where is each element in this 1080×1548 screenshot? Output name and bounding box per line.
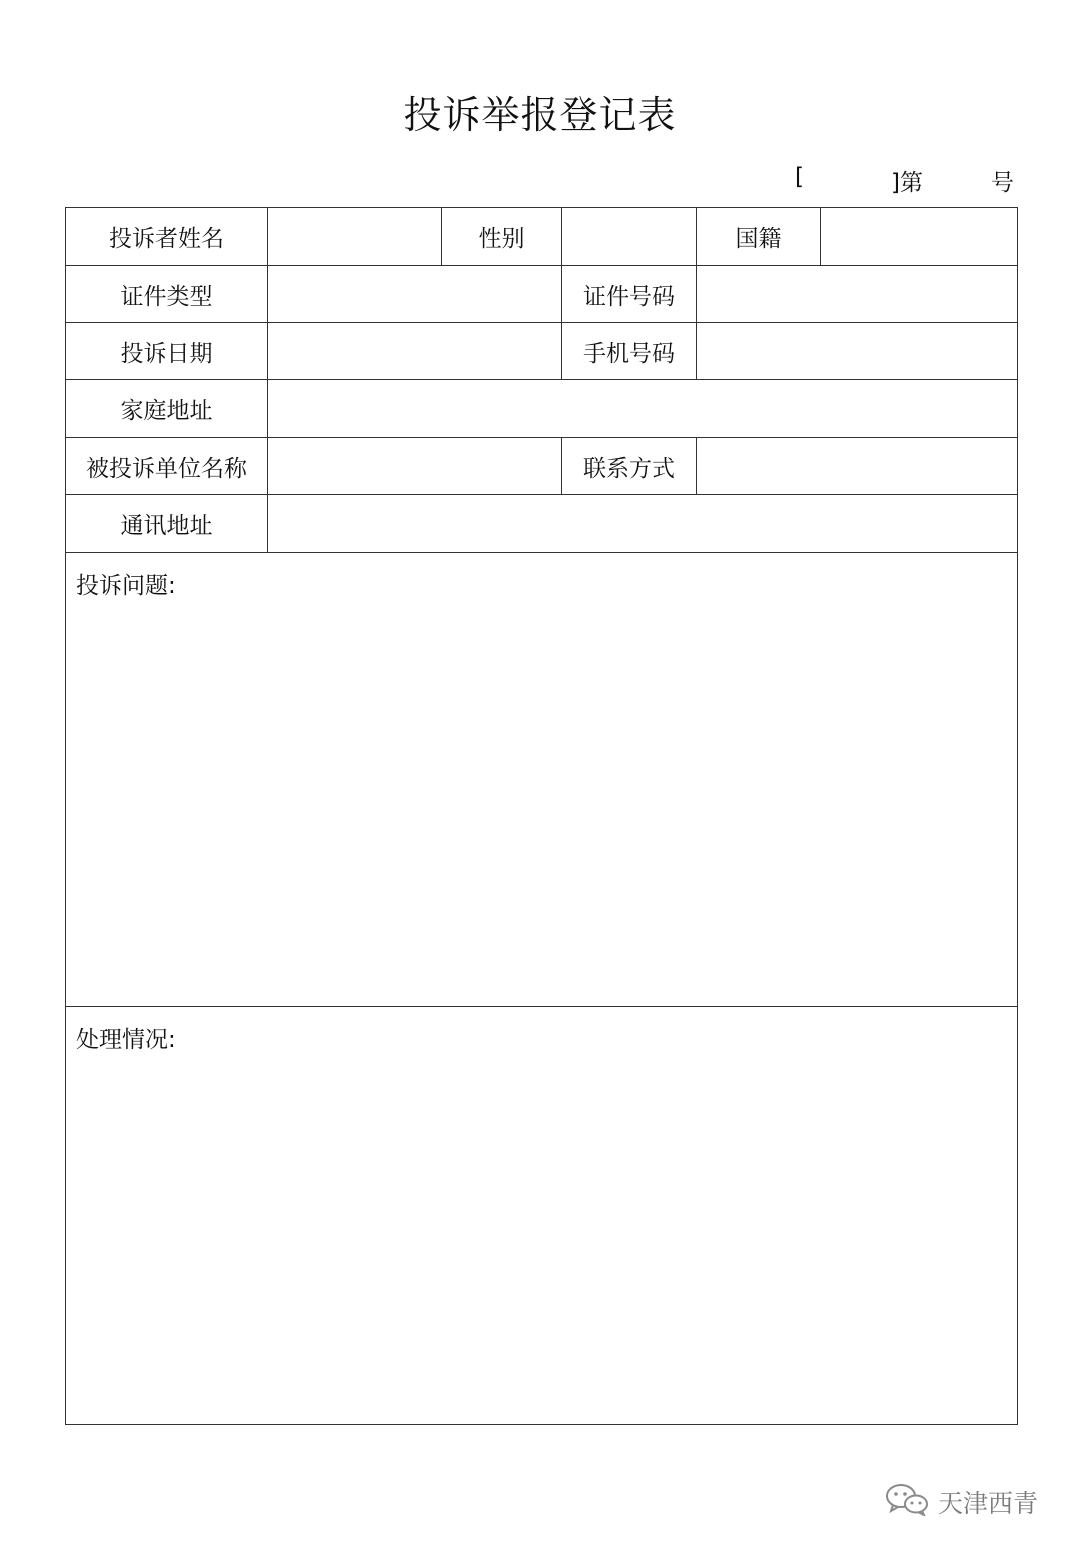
home-address-field[interactable] — [267, 379, 1018, 438]
handling-label: 处理情况: — [76, 1027, 176, 1053]
complaint-date-field[interactable] — [267, 322, 562, 380]
name-label: 投诉者姓名 — [65, 207, 268, 266]
id-number-label: 证件号码 — [561, 265, 697, 323]
complaint-issue-label: 投诉问题: — [76, 573, 176, 599]
complaint-date-label: 投诉日期 — [65, 322, 268, 380]
gender-label: 性别 — [441, 207, 562, 266]
id-type-field[interactable] — [267, 265, 562, 323]
phone-field[interactable] — [696, 322, 1018, 380]
phone-label: 手机号码 — [561, 322, 697, 380]
home-address-label: 家庭地址 — [65, 379, 268, 438]
serial-bracket-close: ]第 — [891, 170, 923, 196]
id-type-label: 证件类型 — [65, 265, 268, 323]
handling-section[interactable] — [65, 1006, 1018, 1425]
id-number-field[interactable] — [696, 265, 1018, 323]
complaint-issue-section[interactable] — [65, 552, 1018, 1007]
respondent-label: 被投诉单位名称 — [65, 437, 268, 495]
watermark — [884, 1484, 1038, 1520]
serial-suffix: 号 — [991, 170, 1014, 196]
mailing-address-field[interactable] — [267, 494, 1018, 553]
gender-field[interactable] — [561, 207, 697, 266]
page-title: 投诉举报登记表 — [403, 93, 677, 137]
nationality-label: 国籍 — [696, 207, 821, 266]
serial-bracket-open: [ — [795, 164, 804, 190]
nationality-field[interactable] — [820, 207, 1018, 266]
contact-label: 联系方式 — [561, 437, 697, 495]
mailing-address-label: 通讯地址 — [65, 494, 268, 553]
watermark-text: 天津西青 — [938, 1489, 1039, 1518]
wechat-icon — [884, 1482, 938, 1522]
serial-number — [795, 164, 1017, 196]
respondent-field[interactable] — [267, 437, 562, 495]
name-field[interactable] — [267, 207, 442, 266]
contact-field[interactable] — [696, 437, 1018, 495]
